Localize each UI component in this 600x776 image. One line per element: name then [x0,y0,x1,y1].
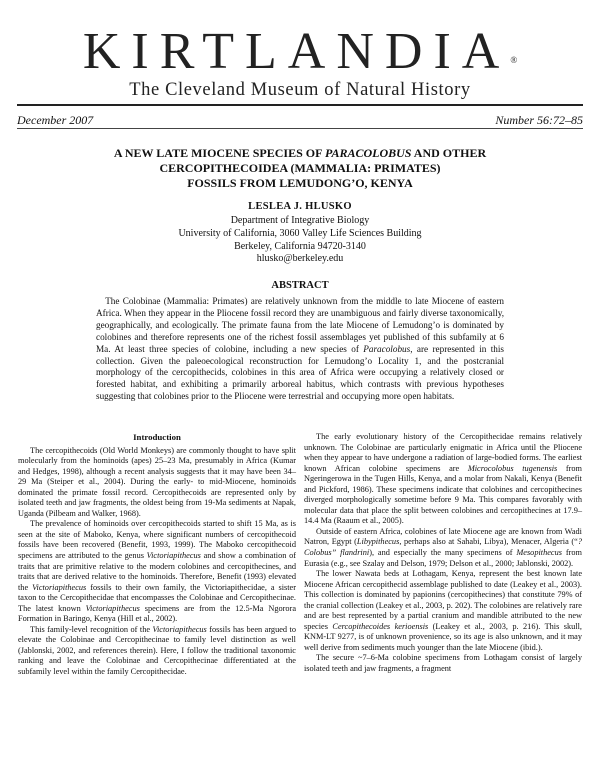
body-column-left [18,432,296,678]
abstract-text: The Colobinae (Mammalia: Primates) are relatively unknown from the middle to late Miocene of eastern Africa. When they appear in the Pliocene fossil record they are unambiguous and fairly diverse taxonomically, geographically, and ecologically. The primate fauna from the late Miocene of Lemudong’o is dominated by colobines and therefore represents one of the richest fossil assemblages yet published of this subfamily at 6 Ma. At least three species of colobine, including a new species of Paracolobus, are represented in this collection. Given the paleoecological reconstruction for Lemudong’o Locality 1, and the postcranial morphology of the cercopithecids, colobines in this area of Africa were occupying a relatively closed or forested habitat, and exhibiting a primarily arboreal habitus, which contrasts with previous hypotheses suggesting that colobines prior to the Pliocene were terrestrial and occupying more open habitats. [96,296,504,402]
issue-number: Number 56:72–85 [495,113,583,127]
paragraph: The prevalence of hominoids over cercopithecoids started to shift 15 Ma, as is seen at the site of Maboko, Kenya, where significant numbers of cercopithecoid fossils have been recovered (Benefit, 1993, 1999). The Maboko cercopithecoid specimens are attributed to the genus Victoriapithecus and show a combination of traits that are primitive relative to the modern colobines and cercopithecines, and traits that are derived relative to the hominoids. Therefore, Benefit (1993) elevated the Victoriapithecus fossils to their own family, the Victoriapithecidae, a sister taxon to the Cercopithecidae that encompasses the Colobinae and Cercopithecinae. The latest known Victoriapithecus specimens are from the 12.5-Ma Ngorora Formation in Baringo, Kenya (Hill et al., 2002). [18,519,297,624]
paragraph: The secure ~7–6-Ma colobine specimens from Lothagam consist of largely isolated teeth and jaw fragments, a fragment [304,653,582,674]
paragraph: This family-level recognition of the Victoriapithecus fossils has been argued to elevate the Colobinae and Cercopithecinae to family level distinction as well (Jablonski, 2002, and references therein). Here, I follow the traditional taxonomic ranking and leave the Colobinae and Cercopithecinae differentiated at the subfamily level within the family Cercopithecidae. [18,624,296,677]
header-rule [17,104,583,106]
paragraph: Outside of eastern Africa, colobines of late Miocene age are known from Wadi Natron, Egypt (Libypithecus, perhaps also at Sahabi, Libya), Menacer, Algeria (“?Colobus” flandrini), and especially the many specimens of Mesopithecus from Eurasia (e.g., see Szalay and Delson, 1979; Delson et al., 2000; Jablonski, 2002). [304,526,583,568]
abstract-heading: ABSTRACT [271,280,329,291]
author-email[interactable]: hlusko@berkeley.edu [256,253,344,265]
article-title: A NEW LATE MIOCENE SPECIES OF PARACOLOBUS AND OTHER CERCOPITHECOIDEA (MAMMALIA: PRIMATES) FOSSILS FROM LEMUDONG’O, KENYA [113,146,487,190]
journal-subtitle: The Cleveland Museum of Natural History [129,80,471,100]
paragraph: The early evolutionary history of the Cercopithecidae remains relatively unknown. The Colobinae are particularly enigmatic in Africa until the Pliocene when they appear to have undergone a radiation of large-bodied forms. The earliest known African colobine specimens are Microcolobus tugenensis from Ngeringerowa in the Tugen Hills, Kenya, and a molar from Nakali, Kenya (Benefit and Pickford, 1986). These specimens indicate that colobines and cercopithecines diverged morphologically sometime before 9 Ma. This compares favorably with molecular data that place the split between colobines and cercopithecines at 17.9–14.4 Ma (Raaum et al., 2005). [304,432,583,526]
paragraph: The cercopithecoids (Old World Monkeys) are commonly thought to have split molecularly from the hominoids (apes) 25–23 Ma, presumably in Africa (Kumar and Hedges, 1998), although a recent analysis suggests that it may have been 34–29 Ma (Steiper et al., 2004). During the early- to mid-Miocene, hominoids dominated the primate fossil record. Cercopithecoids are represented only by isolated teeth and jaw fragments, the oldest being from 19-Ma sediments at Napak, Uganda (Pilbeam and Walker, 1968). [18,445,296,518]
author-affiliation: Department of Integrative Biology University of California, 3060 Valley Life Sciences Building Berkeley, California 94720-3140 hlusko@berkeley.edu [0,215,600,266]
paragraph: The lower Nawata beds at Lothagam, Kenya, represent the best known late Miocene African cercopithecid assemblage published to date (Leakey et al., 2003). This collection is dominated by papionins (cercopithecines) that constitute 79% of the cranial collection (Leakey et al., 2003, p. 202). The colobines are relatively rare and are best represented by a partial cranium and mandible attributed to the new species Cercopithecoides kerioensis (Leakey et al., 2003, p. 216). This skull, KNM-LT 9277, is of unknown provenience, so its age is also unknown, and it may well derive from sediments much younger than the late Miocene (ibid.). [304,569,582,652]
journal-title: KIRTLANDIA® [82,23,518,80]
title-genus: PARACOLOBUS [325,146,412,160]
author-name: LESLEA J. HLUSKO [248,201,352,212]
issue-date: December 2007 [17,113,94,127]
body-column-right [304,432,582,675]
section-heading-introduction: Introduction [133,432,181,442]
trademark-mark: ® [510,55,518,65]
header-rule-thin [17,128,583,129]
